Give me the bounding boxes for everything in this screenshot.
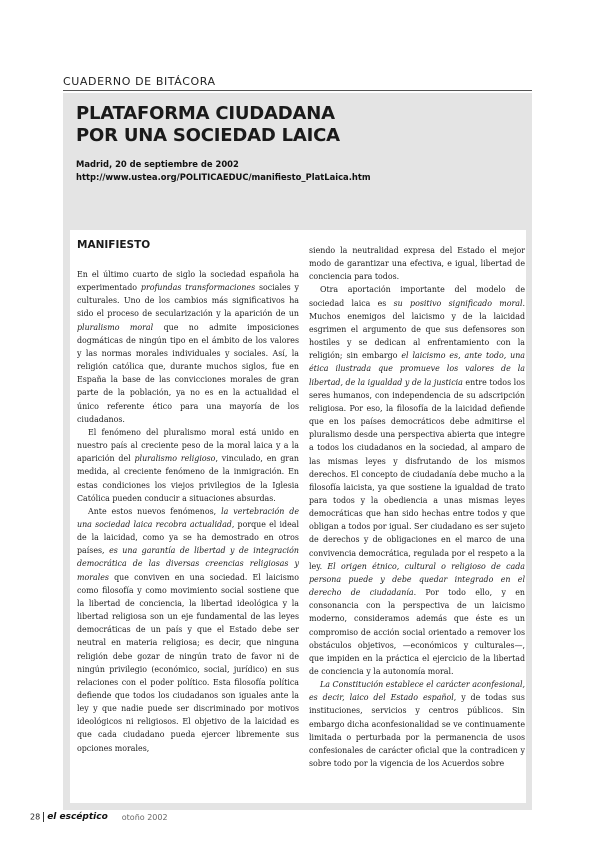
page-number: 28 [30, 812, 41, 822]
emphasis: es una garantía de libertad y de integración democrática de las diversas creencias religiosas y morales [77, 546, 299, 582]
emphasis: su positivo significado moral [393, 298, 523, 308]
paragraph [77, 268, 299, 426]
article-date: Madrid, 20 de septiembre de 2002 [76, 159, 239, 169]
text-run: , porque el ideal de la laicidad, como ya se ha demostrado en otros países, [77, 519, 299, 556]
page-footer [30, 812, 168, 822]
article-meta [76, 158, 371, 184]
article-source-url: http://www.ustea.org/POLITICAEDUC/manifiesto_PlatLaica.htm [76, 172, 371, 182]
section-rule [63, 90, 532, 91]
paragraph: siendo la neutralidad expresa del Estado el mejor modo de garantizar una efectiva, e igual, libertad de conciencia para todos. [309, 246, 525, 282]
issue-season: otoño 2002 [121, 812, 168, 822]
text-column-left [77, 268, 299, 755]
magazine-name: el escéptico [47, 812, 108, 822]
emphasis: El origen étnico, cultural o religioso de cada persona puede y debe quedar integrado en el derecho de ciudadanía [309, 561, 526, 598]
emphasis: La Constitución establece el carácter aconfesional, es decir, laico del Estado español [309, 680, 525, 703]
paragraph [77, 505, 299, 755]
text-run: que conviven en una sociedad. El laicismo como filosofía y como movimiento social sostiene que la libertad de conciencia, la libertad ideológica y la libertad religiosa son un eje fundamental de las leyes democráticas de un país y que el Estado debe ser neutral en materia religiosa; es decir, que ninguna religión debe gozar de ningún trato de favor ni de ningún privilegio (económico, social, jurídico) en sus relaciones con el poder político. Esta filosofía política defiende que todos los ciudadanos son iguales ante la ley y que nadie puede ser discriminado por motivos ideológicos ni religiosos. El objetivo de la laicidad es que cada ciudadano pueda ejercer libremente sus opciones morales, [77, 572, 299, 753]
section-label: CUADERNO DE BITÁCORA [63, 75, 216, 88]
title-line-1: PLATAFORMA CIUDADANA [76, 103, 335, 124]
text-run: Ante estos nuevos fenómenos, [88, 506, 222, 516]
paragraph [309, 283, 525, 678]
text-run: . Por todo ello, y en consonancia con la perspectiva de un laicismo moderno, consideramos además que éste es un compromiso de acción social orientado a remover los obstáculos objetivos, —económicos y culturales—, que impiden en la práctica el ejercicio de la libertad de conciencia y la autonomía moral. [309, 588, 525, 676]
text-run: , vinculado, en gran medida, al creciente fenómeno de la inmigración. En estas condiciones los viejos privilegios de la Iglesia Católica pueden conducir a situaciones absurdas. [77, 454, 299, 503]
text-run: Otra aportación importante del modelo de sociedad laica es [309, 285, 525, 308]
text-run: . Muchos enemigos del laicismo y de la laicidad esgrimen el argumento de que sus defensores son hostiles y se dedican al enfrentamiento con la religión; sin embargo [309, 298, 525, 361]
emphasis: la vertebración de una sociedad laica recobra actualidad [77, 506, 299, 529]
emphasis: pluralismo moral [77, 322, 154, 332]
text-run: , y de todas sus instituciones, servicios y centros públicos. Sin embargo dicha aconfesionalidad se ve continuamente limitada o perturbada por la permanencia de usos confesionales de carácter oficial que la contradicen y sobre todo por la vigencia de los Acuerdos sobre [309, 693, 525, 769]
footer-divider [43, 812, 44, 822]
article-title [76, 103, 340, 147]
emphasis: profundas transformaciones [140, 283, 256, 293]
emphasis: el laicismo es, ante todo, una ética ilustrada que promueve los valores de la libertad, de la igualdad y de la justicia [309, 351, 525, 387]
paragraph [77, 426, 299, 505]
text-run: En el último cuarto de siglo la sociedad española ha experimentado [77, 270, 299, 293]
section-heading: MANIFIESTO [77, 239, 151, 251]
text-run: que no admite imposiciones dogmáticas de ningún tipo en el ámbito de los valores y las normas morales individuales y sociales. Así, la religión católica que, durante muchos siglos, fue en España la base de las convicciones morales de gran parte de la población, ya no es en la actualidad el único referente ético para una mayoría de los ciudadanos. [77, 322, 299, 424]
title-line-2: POR UNA SOCIEDAD LAICA [76, 125, 340, 146]
text-run: entre todos los seres humanos, con independencia de su adscripción religiosa. Por eso, la filosofía de la laicidad defiende que en los países democráticos debe admitirse el pluralismo desde una perspectiva abierta que integre a todos los ciudadanos en la sociedad, al amparo de las mismas leyes y disfrutando de los mismos derechos. El concepto de ciudadanía debe mucho a la filosofía laicista, ya que sostiene la igualdad de trato para todos y la obediencia a unas mismas leyes democráticas que han sido hechas entre todos y que obligan a todos por igual. Ser ciudadano es ser sujeto de derechos y de obligaciones en el marco de una convivencia democrática, regulada por el respeto a la ley. [309, 377, 525, 571]
paragraph [309, 678, 525, 770]
text-column-right [309, 244, 525, 770]
text-run: El fenómeno del pluralismo moral está unido en nuestro país al creciente peso de la moral laica y a la aparición del [77, 427, 299, 464]
text-run: sociales y culturales. Uno de los cambios más significativos ha sido el proceso de secularización y la aparición de un [77, 283, 299, 319]
emphasis: pluralismo religioso [134, 454, 216, 464]
